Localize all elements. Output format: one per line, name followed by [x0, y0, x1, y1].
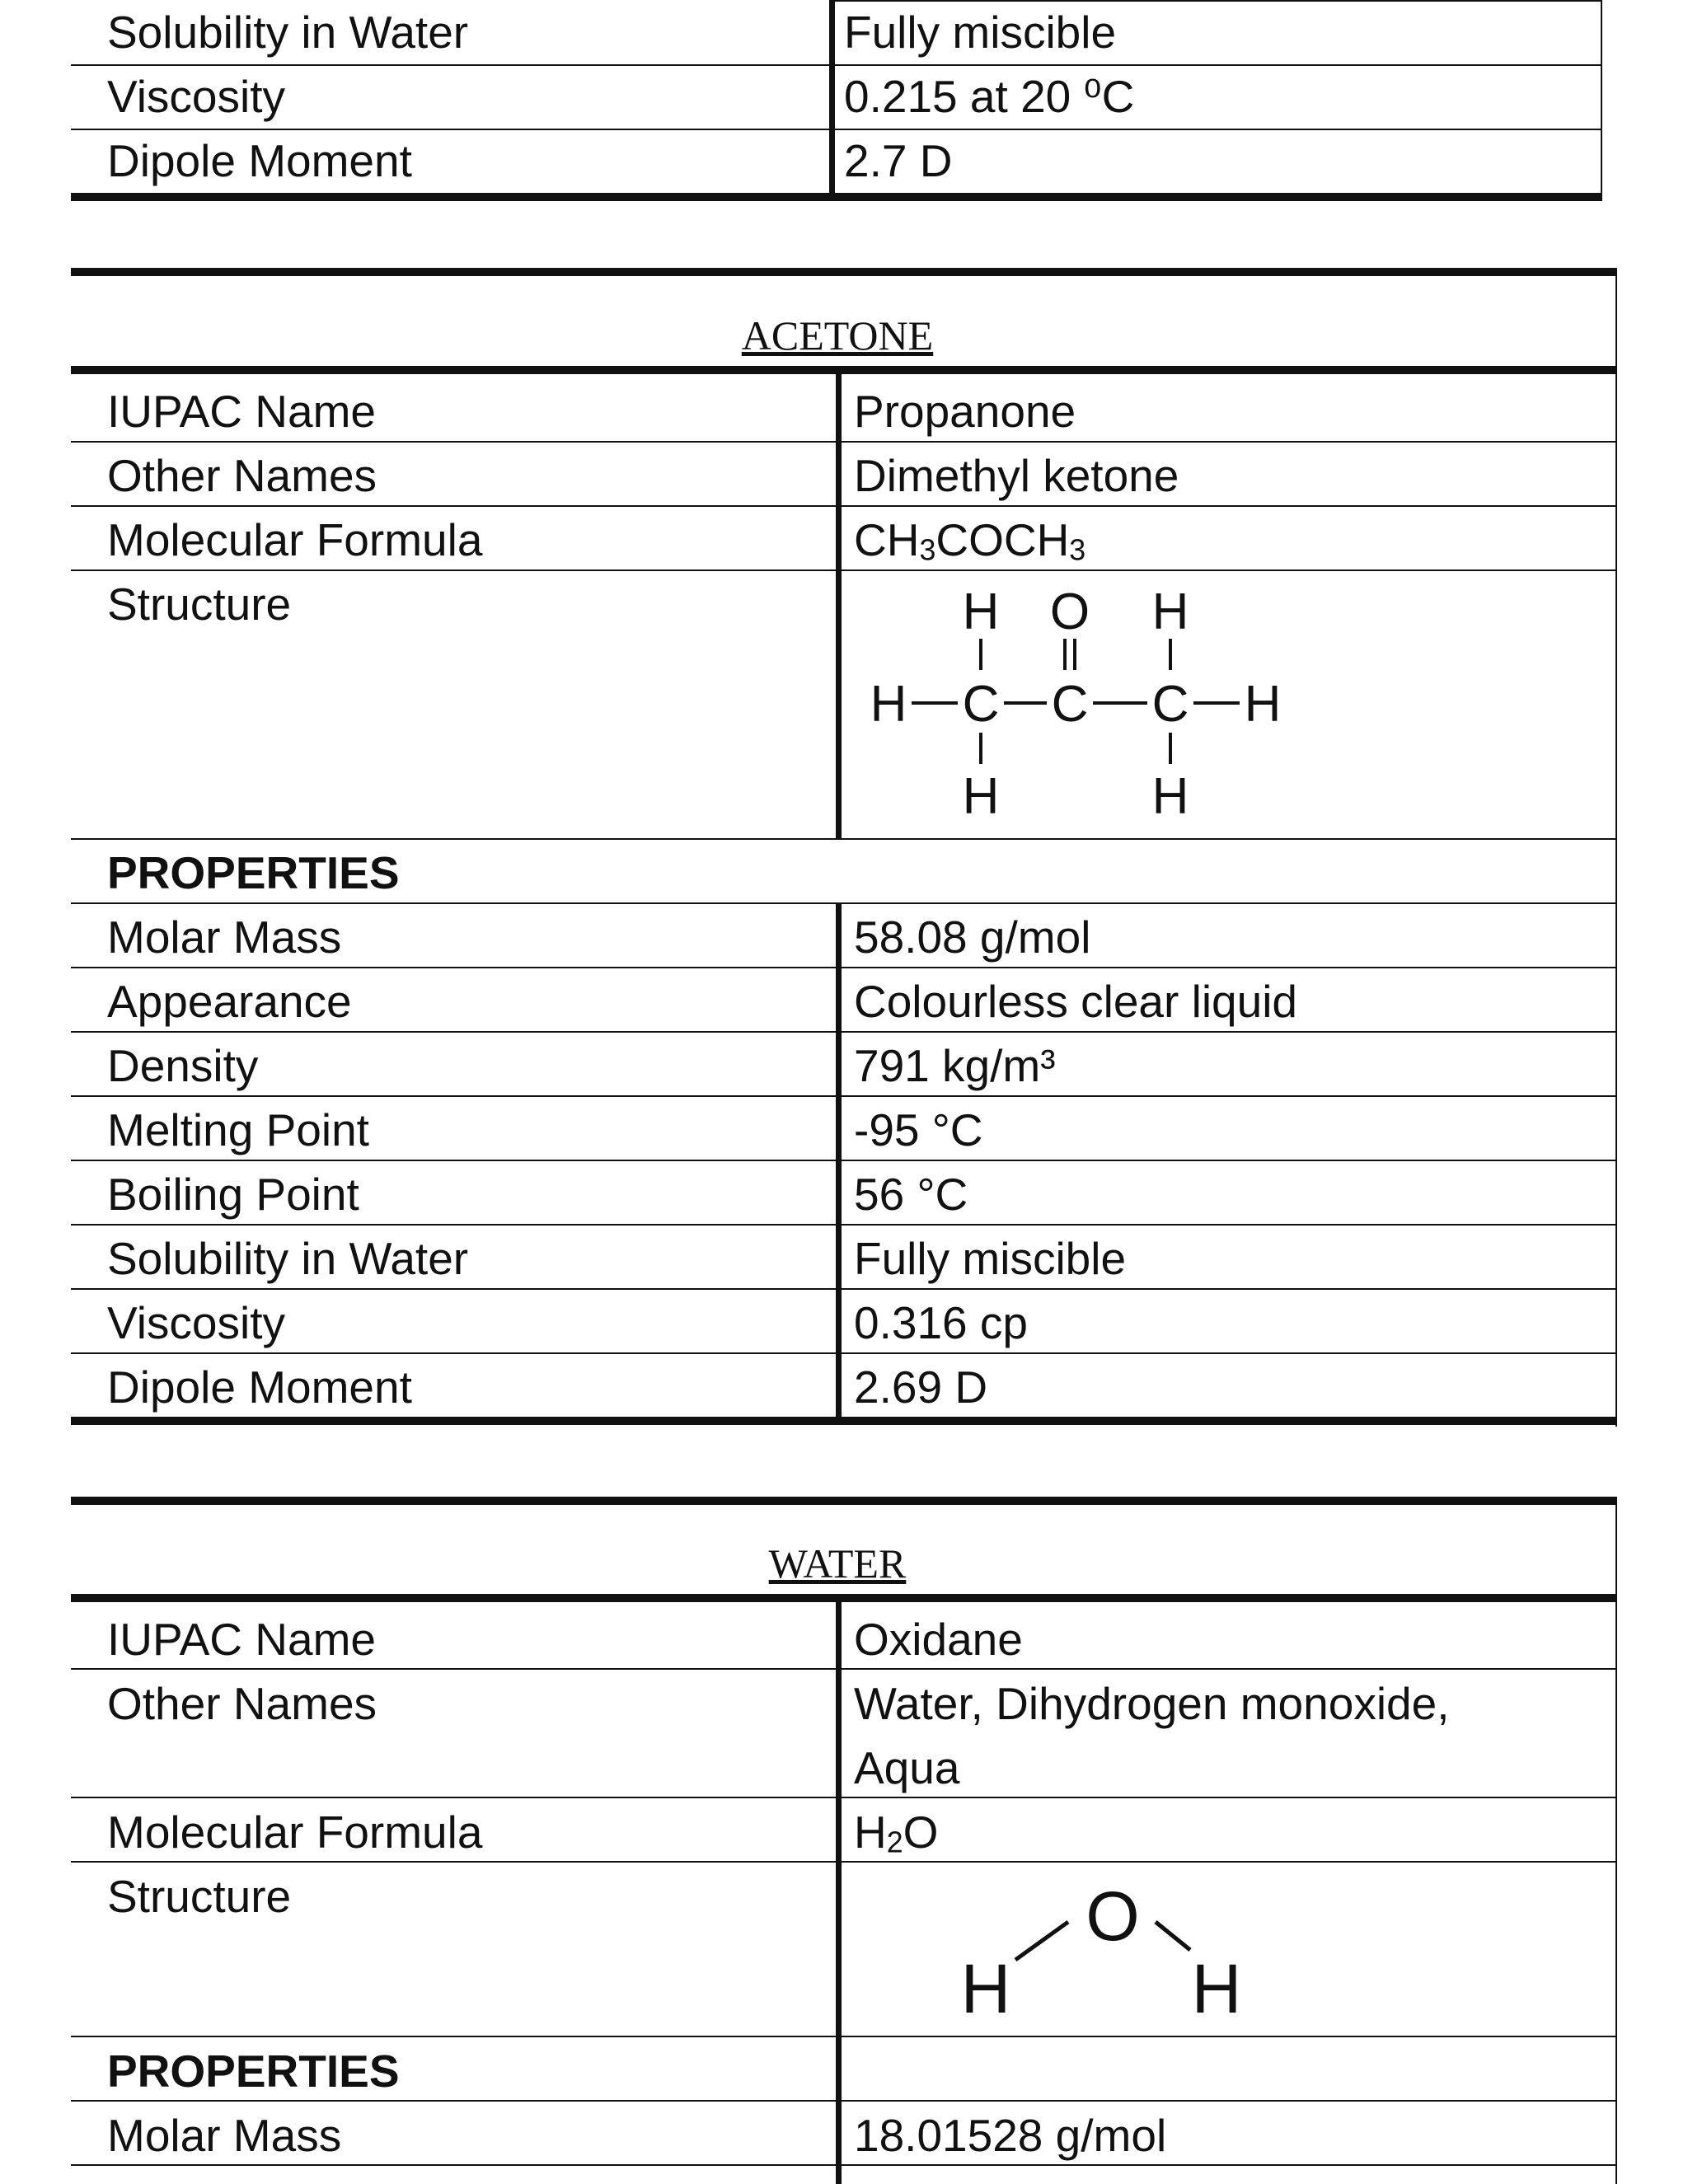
label-appearance: Appearance [107, 976, 352, 1027]
row-divider [71, 902, 1617, 904]
header-divider [71, 1594, 1617, 1602]
row-divider [71, 2036, 1617, 2037]
atom-h-left: H [870, 676, 907, 733]
value-other-names-line1: Water, Dihydrogen monoxide, [854, 1678, 1450, 1729]
row-divider [71, 1095, 1617, 1097]
row-divider [829, 0, 1602, 2]
row-divider [71, 569, 1617, 571]
label-boiling-point: Boiling Point [107, 1169, 359, 1220]
value-molar-mass: 18.01528 g/mol [854, 2110, 1167, 2161]
properties-heading: PROPERTIES [107, 2046, 400, 2097]
value-solubility: Fully miscible [854, 1233, 1127, 1284]
row-divider [71, 129, 1602, 130]
atom-h-top-right: H [1151, 583, 1189, 640]
label-solubility: Solubility in Water [107, 7, 469, 58]
value-other-names: Dimethyl ketone [854, 450, 1179, 501]
table-right-border [1601, 0, 1602, 196]
row-divider [71, 1352, 1617, 1354]
row-divider [71, 1288, 1617, 1290]
row-divider [71, 505, 1617, 507]
label-viscosity: Viscosity [107, 1297, 285, 1348]
acetone-structure-diagram [849, 573, 1311, 837]
label-molar-mass: Molar Mass [107, 2110, 342, 2161]
label-solubility: Solubility in Water [107, 1233, 469, 1284]
value-dipole-moment: 2.69 D [854, 1361, 988, 1413]
value-appearance: Colourless clear liquid [854, 976, 1298, 1027]
label-dipole-moment: Dipole Moment [107, 135, 412, 186]
label-iupac-name: IUPAC Name [107, 1614, 376, 1665]
label-other-names: Other Names [107, 1678, 377, 1729]
table-bottom-border [71, 193, 1602, 201]
label-iupac-name: IUPAC Name [107, 386, 376, 437]
row-divider [71, 967, 1617, 968]
value-boiling-point: 56 °C [854, 1169, 968, 1220]
row-divider [71, 1668, 1617, 1670]
column-divider [829, 0, 835, 196]
label-structure: Structure [107, 1871, 292, 1922]
value-molecular-formula: $CH_3COCH_3$ [854, 514, 1086, 567]
atom-o-carbonyl: O [1049, 583, 1090, 640]
value-molar-mass: 58.08 g/mol [854, 912, 1091, 963]
value-molecular-formula: $H_2O$ [854, 1807, 939, 1859]
row-divider [71, 441, 1617, 443]
atom-h-right: H [1191, 1950, 1242, 2027]
value-other-names-line2: Aqua [854, 1742, 960, 1793]
atom-h-bottom-right: H [1151, 768, 1189, 825]
value-iupac-name: Oxidane [854, 1614, 1023, 1665]
label-molar-mass: Molar Mass [107, 912, 342, 963]
row-divider [71, 1797, 1617, 1798]
atom-o: O [1085, 1877, 1140, 1955]
atom-h-right: H [1244, 676, 1282, 733]
row-divider [71, 1861, 1617, 1863]
label-melting-point: Melting Point [107, 1104, 369, 1155]
table-top-border [71, 1497, 1617, 1505]
label-viscosity: Viscosity [107, 71, 285, 122]
value-dipole-moment: 2.7 D [844, 135, 953, 186]
atom-h-bottom-left: H [962, 768, 1000, 825]
atom-c-center: C [1051, 676, 1089, 733]
water-structure-diagram [948, 1871, 1294, 2027]
atom-h-left: H [960, 1950, 1011, 2027]
value-density: 791 kg/m³ [854, 1040, 1056, 1091]
label-other-names: Other Names [107, 450, 377, 501]
table-top-border [71, 268, 1617, 276]
value-iupac-name: Propanone [854, 386, 1076, 437]
column-divider [836, 1594, 842, 2184]
row-divider [71, 2100, 1617, 2102]
atom-c-left: C [962, 676, 1000, 733]
label-structure: Structure [107, 579, 292, 630]
section-title: ACETONE [741, 312, 934, 359]
header-divider [71, 366, 1617, 374]
row-divider [71, 838, 1617, 840]
table-bottom-border [71, 1417, 1617, 1425]
label-molecular-formula: Molecular Formula [107, 1807, 483, 1858]
column-divider [836, 366, 842, 838]
row-divider [71, 64, 1602, 66]
label-density: Density [107, 1040, 259, 1091]
section-title: WATER [768, 1540, 907, 1586]
value-melting-point: -95 °C [854, 1104, 983, 1155]
row-divider [71, 2164, 1617, 2166]
column-divider [836, 902, 842, 1425]
row-divider [71, 1160, 1617, 1161]
label-dipole-moment: Dipole Moment [107, 1361, 412, 1413]
atom-c-right: C [1151, 676, 1189, 733]
value-solubility: Fully miscible [844, 7, 1117, 58]
row-divider [71, 1224, 1617, 1226]
value-viscosity: 0.316 cp [854, 1297, 1029, 1348]
row-divider [71, 1031, 1617, 1033]
atom-h-top-left: H [962, 583, 1000, 640]
value-viscosity: 0.215 at 20 ⁰C [844, 71, 1135, 122]
label-molecular-formula: Molecular Formula [107, 514, 483, 565]
properties-heading: PROPERTIES [107, 847, 400, 898]
